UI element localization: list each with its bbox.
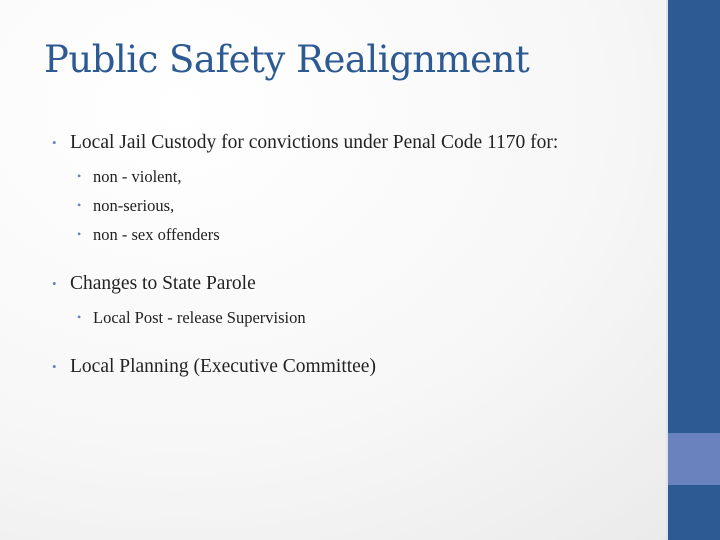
bullet-dot-icon: • bbox=[52, 276, 57, 291]
sub-bullet-item bbox=[52, 162, 652, 191]
bullet-dot-icon: • bbox=[52, 359, 57, 374]
bullet-item bbox=[52, 354, 652, 380]
sub-bullet-text: non - violent, bbox=[93, 167, 182, 186]
sub-bullet-text: non-serious, bbox=[93, 196, 175, 215]
sub-bullet-item bbox=[52, 191, 652, 220]
bullet-text: Local Planning (Executive Committee) bbox=[70, 356, 376, 377]
bullet-dot-icon: • bbox=[77, 310, 82, 324]
bullet-dot-icon: • bbox=[77, 227, 82, 241]
sub-bullet-text: non - sex offenders bbox=[93, 225, 220, 244]
sub-bullet-text: Local Post - release Supervision bbox=[93, 308, 306, 327]
sub-bullet-item bbox=[52, 303, 652, 332]
bullet-item bbox=[52, 271, 652, 297]
side-accent-block bbox=[668, 433, 720, 485]
slide-title: Public Safety Realignment bbox=[44, 38, 530, 81]
slide-content bbox=[52, 130, 652, 380]
bullet-text: Local Jail Custody for convictions under Penal Code 1170 for: bbox=[70, 132, 559, 153]
bullet-dot-icon: • bbox=[77, 169, 82, 183]
sub-bullet-item bbox=[52, 220, 652, 249]
bullet-item bbox=[52, 130, 652, 156]
bullet-text: Changes to State Parole bbox=[70, 273, 256, 294]
bullet-dot-icon: • bbox=[77, 198, 82, 212]
bullet-dot-icon: • bbox=[52, 135, 57, 150]
